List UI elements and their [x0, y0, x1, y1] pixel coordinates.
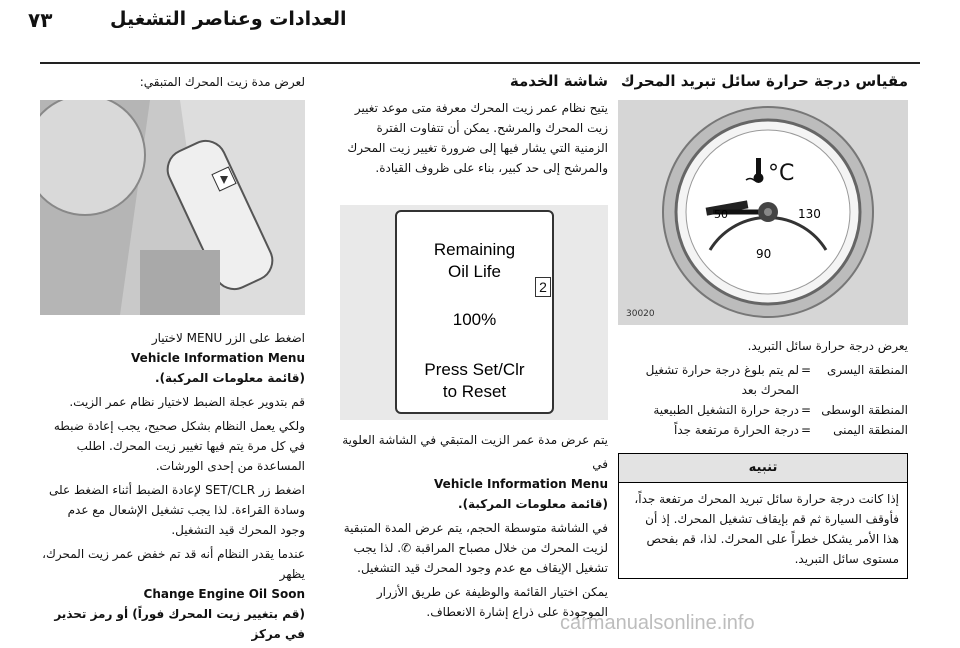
oil-life-screen — [395, 210, 554, 414]
gauge-tick-50: 50 — [714, 208, 728, 221]
notice-title: تنبيه — [619, 454, 907, 483]
gauge-tick-90: 90 — [756, 247, 772, 261]
caution-notice-box — [618, 453, 908, 579]
definition-description: درجة الحرارة مرتفعة جداً — [674, 423, 799, 437]
left-column-heading: لعرض مدة زيت المحرك المتبقي: — [139, 75, 305, 89]
caption-menu-name: Vehicle Information Menu — [434, 477, 608, 491]
coolant-gauge-heading: مقياس درجة حرارة سائل تبريد المحرك — [620, 72, 908, 90]
caption-line: في — [592, 457, 608, 471]
page-number: ٧٣ — [28, 8, 53, 32]
coolant-caption-block — [618, 336, 908, 360]
gauge-zone-definitions — [618, 360, 908, 440]
definition-term: المنطقة اليمنى — [833, 423, 908, 437]
definition-equals: = — [800, 363, 812, 377]
display-line-oil-life: Oil Life — [448, 262, 501, 281]
gauge-tick-130: 130 — [798, 207, 821, 221]
display-line-percent: 100% — [452, 310, 497, 329]
left-line: قم بتدوير عجلة الضبط لاختيار نظام عمر الزيت. — [69, 395, 305, 409]
left-menu-name: Vehicle Information Menu — [131, 351, 305, 365]
left-line: عندما يقدر النظام أنه قد تم خفض عمر زيت المحرك، يظهر — [42, 547, 305, 581]
definition-description: لم يتم بلوغ درجة حرارة تشغيل المحرك بعد — [645, 363, 799, 397]
coolant-gauge-illustration — [618, 100, 908, 325]
caption-line: في الشاشة متوسطة الحجم، يتم عرض المدة المتبقية لزيت المحرك من خلال مصباح المراقبة ✆. لذا يجب تشغيل الإيقاف مع عدم وجود المحرك قيد التشغيل. — [343, 521, 608, 575]
service-display-heading: شاشة الخدمة — [509, 72, 608, 90]
coolant-caption: يعرض درجة حرارة سائل التبريد. — [747, 339, 908, 353]
header-divider — [40, 62, 920, 64]
chapter-title: العدادات وعناصر التشغيل — [110, 8, 347, 30]
left-warning-name: Change Engine Oil Soon — [143, 587, 305, 601]
watermark-text: carmanualsonline.info — [560, 612, 755, 634]
definition-row — [618, 360, 908, 400]
left-menu-arabic: (قائمة معلومات المركبة). — [155, 371, 305, 385]
display-line-press: Press Set/Clr — [424, 360, 525, 379]
oil-life-display-figure — [340, 205, 608, 420]
notice-body: إذا كانت درجة حرارة سائل تبريد المحرك مرتفعة جداً، فأوقف السيارة ثم قم بإيقاف تشغيل المحرك. إذ أن هذا الأمر يشكل خطراً على المحرك. لذا، قم بفحص مستوى سائل التبريد. — [634, 492, 899, 566]
caption-line: يتم عرض مدة عمر الزيت المتبقي في الشاشة العلوية — [342, 433, 608, 447]
turn-signal-stalk-figure — [40, 100, 305, 315]
definition-equals: = — [800, 423, 812, 437]
left-column — [40, 72, 305, 96]
left-column-text — [40, 328, 305, 648]
coolant-gauge-figure — [618, 100, 908, 325]
middle-column — [340, 72, 608, 182]
definition-equals: = — [800, 403, 812, 417]
left-line: اضغط زر SET/CLR لإعادة الضبط أثناء الضغط على وسادة القراءة. لذا يجب تشغيل الإشعال مع عدم وجود المحرك قيد التشغيل. — [49, 483, 305, 537]
definition-term: المنطقة الوسطى — [821, 403, 908, 417]
left-line: ولكي يعمل النظام بشكل صحيح، يجب إعادة ضبطه في كل مرة يتم فيها تغيير زيت المحرك. اطلب المساعدة من إحدى الورشات. — [53, 419, 305, 473]
display-line-remaining: Remaining — [433, 240, 516, 259]
right-column — [618, 72, 908, 98]
caption-line: يمكن اختيار القائمة والوظيفة عن طريق الأزرار الموجودة على ذراع إشارة الانعطاف. — [376, 585, 608, 619]
oil-life-caption — [340, 430, 608, 626]
definition-description: درجة حرارة التشغيل الطبيعية — [653, 403, 799, 417]
left-line: اضغط على الزر MENU لاختيار — [151, 331, 305, 345]
display-line-reset: to Reset — [442, 382, 507, 401]
definition-term: المنطقة اليسرى — [826, 363, 908, 377]
stalk-illustration — [40, 100, 305, 315]
caption-menu-arabic: (قائمة معلومات المركبة). — [458, 497, 608, 511]
definition-row — [618, 400, 908, 420]
definition-row — [618, 420, 908, 440]
figure-code: 30020 — [626, 309, 655, 319]
gear-indicator: 2 — [535, 277, 551, 297]
page-header — [0, 0, 960, 40]
service-display-body: يتيح نظام عمر زيت المحرك معرفة متى موعد تغيير زيت المحرك والمرشح. يمكن أن تتفاوت الفترة الزمنية التي يشار فيها إلى ضرورة تغيير زيت المحرك والمرشح إلى حد كبير، بناء على ظروف القيادة. — [347, 101, 608, 175]
left-warning-arabic: (قم بتغيير زيت المحرك فوراً) أو رمز تحذير في مركز — [54, 607, 305, 641]
celsius-symbol: °C — [768, 161, 795, 186]
